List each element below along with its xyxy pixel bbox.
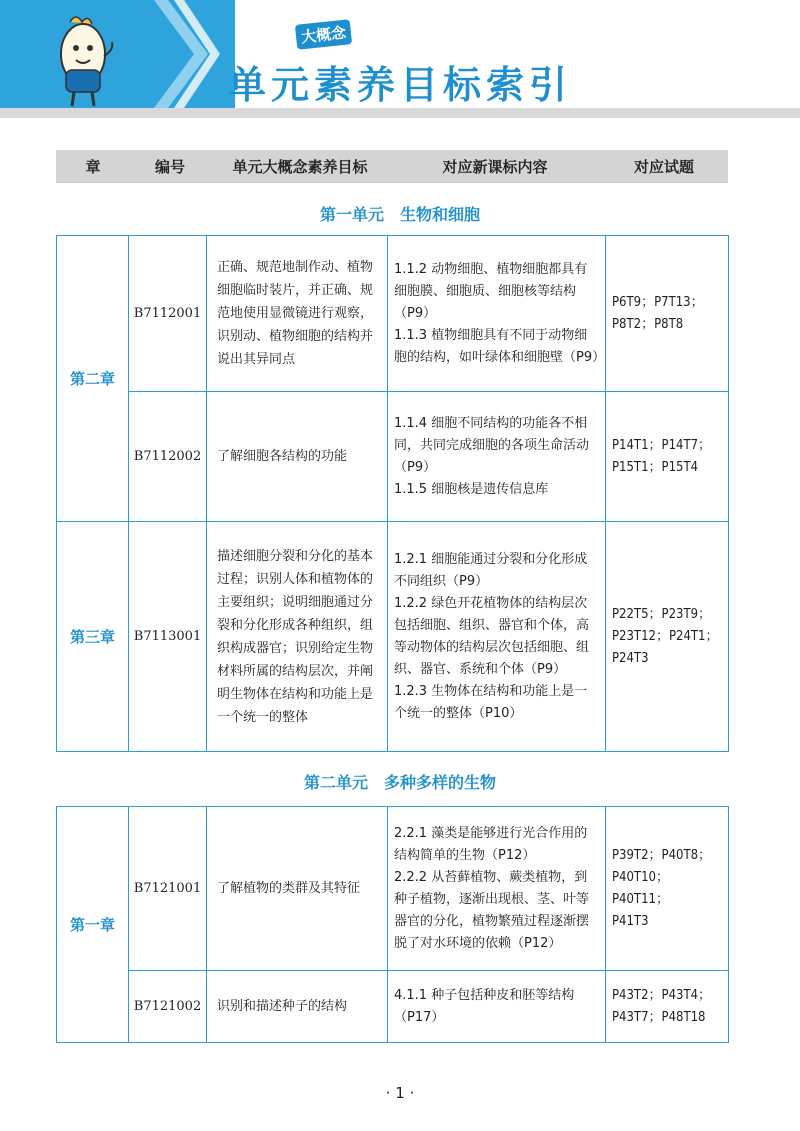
table-row [57,236,729,392]
ref-line: P6T9；P7T13； [612,294,704,310]
content-cell [388,236,606,392]
table-row [57,971,729,1043]
content-cell [388,971,606,1043]
chapter-cell: 第三章 [57,522,129,752]
refs-cell [606,522,729,752]
col-refs: 对应试题 [633,158,694,176]
code-cell: B7121002 [129,971,207,1043]
ref-line: P39T2；P40T8； [612,847,712,863]
code-cell: B7112002 [129,392,207,522]
content-item: 1.2.1 细胞能通过分裂和分化形成不同组织（P9） [394,551,588,589]
col-chapter: 章 [85,158,101,176]
page-title: 单元素养目标索引 [228,63,573,107]
table-header [56,150,728,183]
ref-line: P40T10；P40T11； [612,869,669,907]
content-cell [388,807,606,971]
ref-line: P43T7；P48T18 [612,1009,706,1025]
content-item: 1.2.3 生物体在结构和功能上是一个统一的整体（P10） [394,683,588,721]
content-cell [388,392,606,522]
table-row [57,522,729,752]
ref-line: P41T3 [612,913,649,929]
banner-gray-line [0,108,800,118]
ref-line: P8T2；P8T8 [612,316,684,332]
unit-2-table [56,806,729,1043]
unit-title: 第二单元 多种多样的生物 [303,773,496,792]
refs-cell [606,971,729,1043]
refs-cell [606,807,729,971]
ref-line: P14T1；P14T7； [612,437,712,453]
goal-cell: 了解植物的类群及其特征 [207,807,388,971]
table-row [57,807,729,971]
content-item: 2.2.1 藻类是能够进行光合作用的结构简单的生物（P12） [394,825,588,863]
code-cell: B7121001 [129,807,207,971]
col-content: 对应新课标内容 [442,158,548,176]
page-number: · 1 · [385,1084,415,1102]
chapter-cell: 第二章 [57,236,129,522]
content-cell [388,522,606,752]
content-item: 1.1.3 植物细胞具有不同于动物细胞的结构，如叶绿体和细胞壁（P9） [394,327,606,365]
content-item: 1.1.5 细胞核是遗传信息库 [394,481,549,497]
unit-title: 第一单元 生物和细胞 [319,205,480,224]
chapter-cell: 第一章 [57,807,129,1043]
goal-cell: 了解细胞各结构的功能 [207,392,388,522]
title-badge: 大概念 [295,19,352,50]
ref-line: P15T1；P15T4 [612,459,699,475]
col-code: 编号 [154,158,185,176]
code-cell: B7113001 [129,522,207,752]
col-goal: 单元大概念素养目标 [232,158,368,176]
ref-line: P23T12；P24T1； [612,628,719,644]
goal-cell: 正确、规范地制作动、植物细胞临时装片，并正确、规范地使用显微镜进行观察，识别动、植物细胞的结构并说出其异同点 [207,236,388,392]
refs-cell [606,392,729,522]
table-row [57,392,729,522]
unit-1-table [56,235,729,752]
content-item: 1.1.2 动物细胞、植物细胞都具有细胞膜、细胞质、细胞核等结构（P9） [394,261,588,321]
content-item: 4.1.1 种子包括种皮和胚等结构（P17） [394,987,575,1025]
mascot-icon [48,12,118,108]
content-item: 1.2.2 绿色开花植物体的结构层次包括细胞、组织、器官和个体，高等动物体的结构层次包括细胞、组织、器官、系统和个体（P9） [394,595,590,677]
goal-cell: 识别和描述种子的结构 [207,971,388,1043]
ref-line: P43T2；P43T4； [612,987,712,1003]
code-cell: B7112001 [129,236,207,392]
goal-cell: 描述细胞分裂和分化的基本过程；识别人体和植物体的主要组织；说明细胞通过分裂和分化形成各种组织，组织构成器官；识别给定生物材料所属的结构层次，并阐明生物体在结构和功能上是一个统一的整体 [207,522,388,752]
refs-cell [606,236,729,392]
content-item: 2.2.2 从苔藓植物、蕨类植物，到种子植物，逐渐出现根、茎、叶等器官的分化，植物繁殖过程逐渐摆脱了对水环境的依赖（P12） [394,869,590,951]
chevron-decoration [110,0,220,108]
ref-line: P22T5；P23T9； [612,606,712,622]
ref-line: P24T3 [612,650,649,666]
content-item: 1.1.4 细胞不同结构的功能各不相同，共同完成细胞的各项生命活动（P9） [394,415,590,475]
